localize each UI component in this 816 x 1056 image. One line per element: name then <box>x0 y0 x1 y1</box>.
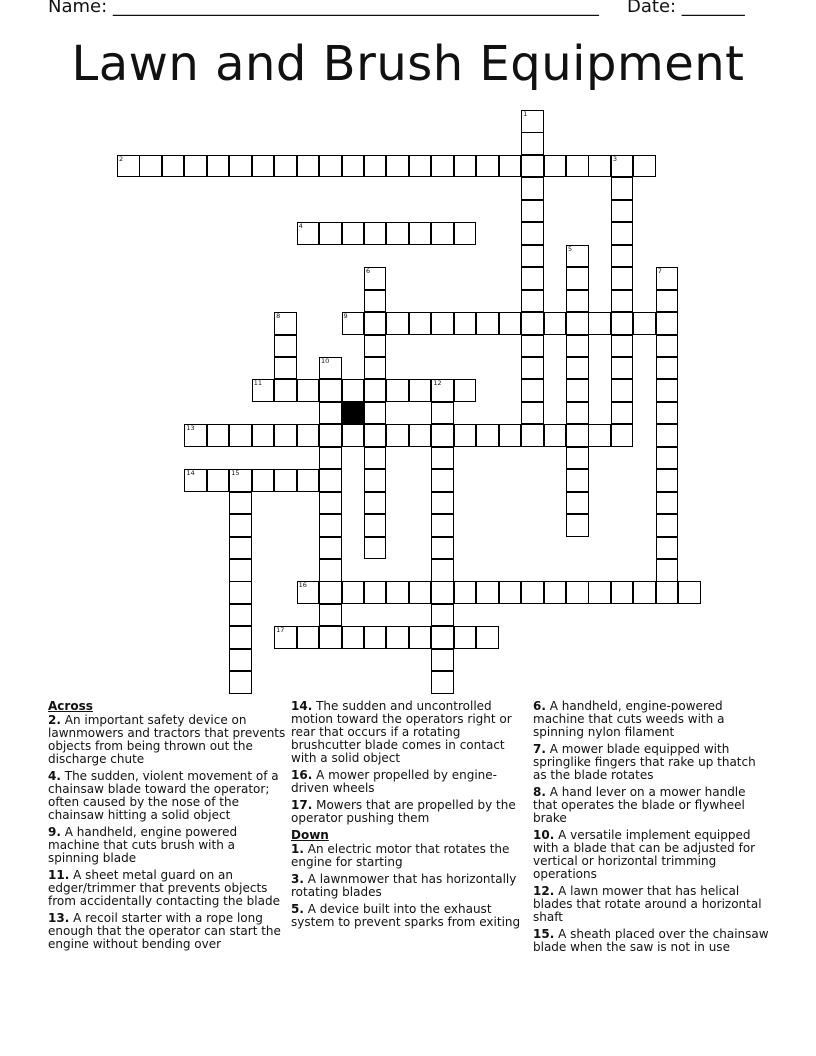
clue-text: A recoil starter with a rope long enough that the operator can start the engine without bending over <box>48 911 281 951</box>
grid-cell[interactable] <box>409 222 432 245</box>
grid-cell[interactable] <box>611 335 634 358</box>
grid-cell[interactable] <box>431 379 454 402</box>
grid-cell[interactable] <box>521 357 544 380</box>
grid-cell[interactable] <box>476 424 499 447</box>
clue-number: 11. <box>48 868 70 882</box>
clue-text: A lawnmower that has horizontally rotating blades <box>291 872 517 899</box>
grid-cell[interactable] <box>611 200 634 223</box>
clue-number: 7. <box>533 742 546 756</box>
grid-cell[interactable] <box>431 626 454 649</box>
grid-cell[interactable] <box>139 155 162 178</box>
grid-cell[interactable] <box>588 155 611 178</box>
grid-cell[interactable] <box>386 222 409 245</box>
grid-cell[interactable] <box>656 312 679 335</box>
grid-cell[interactable] <box>454 424 477 447</box>
grid-cell[interactable] <box>521 110 544 133</box>
grid-cell[interactable] <box>566 335 589 358</box>
grid-cell-number: 11 <box>253 379 262 388</box>
grid-cell[interactable] <box>342 155 365 178</box>
grid-cell[interactable] <box>431 222 454 245</box>
grid-cell[interactable] <box>454 155 477 178</box>
grid-cell-number: 14 <box>186 469 195 478</box>
grid-cell[interactable] <box>633 312 656 335</box>
grid-cell[interactable] <box>521 335 544 358</box>
grid-cell[interactable] <box>364 290 387 313</box>
grid-cell[interactable] <box>409 379 432 402</box>
grid-cell[interactable] <box>364 447 387 470</box>
grid-cell[interactable] <box>454 312 477 335</box>
grid-cell[interactable] <box>431 424 454 447</box>
grid-cell[interactable] <box>229 537 252 560</box>
grid-cell[interactable] <box>566 492 589 515</box>
grid-cell[interactable] <box>364 379 387 402</box>
grid-cell[interactable] <box>521 379 544 402</box>
grid-cell[interactable] <box>544 155 567 178</box>
clue-number: 5. <box>291 902 304 916</box>
grid-cell[interactable] <box>431 155 454 178</box>
clue-number: 17. <box>291 798 313 812</box>
grid-cell[interactable] <box>319 424 342 447</box>
grid-cell-number: 15 <box>231 469 240 478</box>
grid-cell[interactable] <box>386 626 409 649</box>
grid-cell[interactable] <box>297 379 320 402</box>
clue-down-3 <box>291 873 531 899</box>
grid-cell[interactable] <box>566 424 589 447</box>
clue-across-4 <box>48 770 288 822</box>
grid-cell[interactable] <box>611 155 634 178</box>
grid-cell[interactable] <box>319 447 342 470</box>
clue-number: 13. <box>48 911 70 925</box>
grid-cell[interactable] <box>431 537 454 560</box>
grid-cell-number: 4 <box>298 222 303 231</box>
grid-cell[interactable] <box>521 245 544 268</box>
grid-cell[interactable] <box>319 626 342 649</box>
grid-cell[interactable] <box>207 469 230 492</box>
grid-cell[interactable] <box>319 222 342 245</box>
grid-cell[interactable] <box>611 267 634 290</box>
grid-cell[interactable] <box>566 447 589 470</box>
grid-cell[interactable] <box>364 222 387 245</box>
clue-across-2 <box>48 714 288 766</box>
grid-cell[interactable] <box>656 469 679 492</box>
grid-cell[interactable] <box>386 155 409 178</box>
grid-cell[interactable] <box>431 514 454 537</box>
grid-cell[interactable] <box>611 222 634 245</box>
grid-cell[interactable] <box>364 335 387 358</box>
grid-cell[interactable] <box>364 312 387 335</box>
grid-cell[interactable] <box>454 581 477 604</box>
clue-down-12 <box>533 885 773 924</box>
grid-cell[interactable] <box>319 492 342 515</box>
grid-cell[interactable] <box>297 469 320 492</box>
grid-cell[interactable] <box>476 312 499 335</box>
grid-cell[interactable] <box>409 626 432 649</box>
grid-cell[interactable] <box>566 357 589 380</box>
grid-cell[interactable] <box>656 581 679 604</box>
grid-cell[interactable] <box>431 447 454 470</box>
grid-cell[interactable] <box>656 402 679 425</box>
grid-cell[interactable] <box>588 424 611 447</box>
grid-cell[interactable] <box>364 581 387 604</box>
grid-cell-number: 7 <box>657 267 662 276</box>
grid-cell-number: 16 <box>298 581 307 590</box>
grid-cell[interactable] <box>229 469 252 492</box>
grid-cell[interactable] <box>656 492 679 515</box>
clue-number: 4. <box>48 769 61 783</box>
grid-cell[interactable] <box>364 424 387 447</box>
grid-cell[interactable] <box>229 604 252 627</box>
grid-cell[interactable] <box>476 581 499 604</box>
grid-cell[interactable] <box>431 312 454 335</box>
grid-cell-number: 3 <box>612 154 618 163</box>
clue-number: 14. <box>291 699 313 713</box>
clue-down-7 <box>533 743 773 782</box>
grid-cell[interactable] <box>274 155 297 178</box>
grid-cell[interactable] <box>566 402 589 425</box>
clue-number: 1. <box>291 842 304 856</box>
clue-text: A versatile implement equipped with a blade that can be adjusted for vertical or horizontal trimming operations <box>533 828 756 881</box>
grid-cell[interactable] <box>566 155 589 178</box>
grid-cell-number: 10 <box>321 356 330 365</box>
grid-cell[interactable] <box>319 357 342 380</box>
grid-cell-number: 6 <box>365 267 371 276</box>
grid-cell[interactable] <box>229 155 252 178</box>
clue-across-13 <box>48 912 288 951</box>
grid-cell[interactable] <box>431 649 454 672</box>
grid-block <box>342 402 365 425</box>
grid-cell[interactable] <box>319 155 342 178</box>
grid-cell[interactable] <box>611 379 634 402</box>
clue-across-11 <box>48 869 288 908</box>
grid-cell[interactable] <box>342 581 365 604</box>
clue-across-14 <box>291 700 531 765</box>
clue-text: An important safety device on lawnmowers and tractors that prevents objects from being thrown out the discharge chute <box>48 713 286 766</box>
clue-text: A handheld, engine powered machine that cuts brush with a spinning blade <box>48 825 238 865</box>
clue-number: 8. <box>533 785 546 799</box>
grid-cell[interactable] <box>409 312 432 335</box>
grid-cell[interactable] <box>611 312 634 335</box>
clue-down-1 <box>291 843 531 869</box>
grid-cell[interactable] <box>229 559 252 582</box>
grid-cell[interactable] <box>656 514 679 537</box>
grid-cell[interactable] <box>521 177 544 200</box>
grid-cell[interactable] <box>319 559 342 582</box>
grid-cell[interactable] <box>342 379 365 402</box>
grid-cell[interactable] <box>521 222 544 245</box>
grid-cell[interactable] <box>588 312 611 335</box>
grid-cell[interactable] <box>431 671 454 694</box>
grid-cell[interactable] <box>319 402 342 425</box>
grid-cell[interactable] <box>252 155 275 178</box>
grid-cell[interactable] <box>521 267 544 290</box>
clues-column-1 <box>48 700 288 955</box>
clue-down-6 <box>533 700 773 739</box>
grid-cell[interactable] <box>364 514 387 537</box>
grid-cell[interactable] <box>656 537 679 560</box>
clue-number: 6. <box>533 699 546 713</box>
grid-cell[interactable] <box>319 537 342 560</box>
grid-cell[interactable] <box>386 379 409 402</box>
grid-cell[interactable] <box>184 469 207 492</box>
grid-cell[interactable] <box>566 514 589 537</box>
grid-cell[interactable] <box>611 581 634 604</box>
grid-cell[interactable] <box>633 581 656 604</box>
grid-cell[interactable] <box>342 222 365 245</box>
grid-cell[interactable] <box>566 267 589 290</box>
grid-cell[interactable] <box>476 626 499 649</box>
grid-cell[interactable] <box>319 514 342 537</box>
grid-cell[interactable] <box>364 402 387 425</box>
grid-cell[interactable] <box>521 155 544 178</box>
grid-cell[interactable] <box>229 671 252 694</box>
grid-cell[interactable] <box>678 581 701 604</box>
grid-cell[interactable] <box>364 492 387 515</box>
grid-cell[interactable] <box>521 290 544 313</box>
grid-cell[interactable] <box>207 424 230 447</box>
grid-cell[interactable] <box>274 626 297 649</box>
date-field-label[interactable]: Date: _______ <box>627 0 745 17</box>
grid-cell[interactable] <box>521 424 544 447</box>
grid-cell[interactable] <box>229 492 252 515</box>
grid-cell[interactable] <box>252 424 275 447</box>
grid-cell[interactable] <box>274 312 297 335</box>
clue-number: 16. <box>291 768 313 782</box>
name-field-label[interactable]: Name: ______________________________________________________ <box>48 0 599 17</box>
clue-number: 15. <box>533 927 555 941</box>
grid-cell[interactable] <box>364 357 387 380</box>
grid-cell[interactable] <box>521 402 544 425</box>
grid-cell[interactable] <box>364 155 387 178</box>
clue-text: A mower propelled by engine-driven wheels <box>291 768 497 795</box>
grid-cell[interactable] <box>364 469 387 492</box>
grid-cell[interactable] <box>252 379 275 402</box>
grid-cell[interactable] <box>297 626 320 649</box>
grid-cell[interactable] <box>431 492 454 515</box>
clue-text: A lawn mower that has helical blades that rotate around a horizontal shaft <box>533 884 762 924</box>
clue-number: 12. <box>533 884 555 898</box>
grid-cell[interactable] <box>386 581 409 604</box>
clue-number: 10. <box>533 828 555 842</box>
grid-cell-number: 17 <box>276 626 285 635</box>
grid-cell[interactable] <box>611 424 634 447</box>
clue-number: 9. <box>48 825 61 839</box>
grid-cell-number: 8 <box>276 312 281 321</box>
grid-cell[interactable] <box>274 379 297 402</box>
clues-column-2 <box>291 700 531 933</box>
grid-cell[interactable] <box>431 469 454 492</box>
clue-number: 3. <box>291 872 304 886</box>
grid-cell[interactable] <box>544 424 567 447</box>
grid-cell[interactable] <box>521 581 544 604</box>
grid-cell-number: 12 <box>433 379 442 388</box>
grid-cell[interactable] <box>521 132 544 155</box>
grid-cell[interactable] <box>656 424 679 447</box>
grid-cell[interactable] <box>431 559 454 582</box>
grid-cell-number: 1 <box>523 110 528 118</box>
grid-cell[interactable] <box>633 155 656 178</box>
grid-cell[interactable] <box>117 155 140 178</box>
clue-number: 2. <box>48 713 61 727</box>
grid-cell[interactable] <box>656 357 679 380</box>
grid-cell[interactable] <box>409 155 432 178</box>
across-heading: Across <box>48 699 93 713</box>
grid-cell[interactable] <box>386 312 409 335</box>
clue-text: The sudden and uncontrolled motion toward the operators right or rear that occurs if a rotating brushcutter blade comes in contact with a solid object <box>291 699 512 765</box>
grid-cell[interactable] <box>566 379 589 402</box>
grid-cell[interactable] <box>611 245 634 268</box>
grid-cell[interactable] <box>274 469 297 492</box>
grid-cell[interactable] <box>409 424 432 447</box>
grid-cell[interactable] <box>499 312 522 335</box>
grid-cell[interactable] <box>297 222 320 245</box>
grid-cell[interactable] <box>364 537 387 560</box>
page-title: Lawn and Brush Equipment <box>71 36 745 92</box>
grid-cell[interactable] <box>184 424 207 447</box>
clue-text: A device built into the exhaust system to prevent sparks from exiting <box>291 902 521 929</box>
grid-cell[interactable] <box>499 424 522 447</box>
clue-text: Mowers that are propelled by the operator pushing them <box>291 798 516 825</box>
clue-down-8 <box>533 786 773 825</box>
grid-cell[interactable] <box>611 290 634 313</box>
grid-cell[interactable] <box>566 469 589 492</box>
grid-cell[interactable] <box>431 581 454 604</box>
grid-cell[interactable] <box>229 514 252 537</box>
grid-cell[interactable] <box>364 626 387 649</box>
grid-cell[interactable] <box>252 469 275 492</box>
clue-text: A sheet metal guard on an edger/trimmer that prevents objects from accidentally contacting the blade <box>48 868 280 908</box>
grid-cell-number: 13 <box>186 424 195 433</box>
grid-cell[interactable] <box>566 245 589 268</box>
grid-cell[interactable] <box>656 447 679 470</box>
grid-cell[interactable] <box>611 357 634 380</box>
grid-cell[interactable] <box>207 155 230 178</box>
clue-text: A mower blade equipped with springlike fingers that rake up thatch as the blade rotates <box>533 742 756 782</box>
grid-cell[interactable] <box>297 155 320 178</box>
grid-cell[interactable] <box>431 402 454 425</box>
clue-down-5 <box>291 903 531 929</box>
grid-cell[interactable] <box>229 649 252 672</box>
clue-down-15 <box>533 928 773 954</box>
grid-cell[interactable] <box>454 626 477 649</box>
grid-cell[interactable] <box>544 581 567 604</box>
grid-cell[interactable] <box>342 424 365 447</box>
grid-cell-number: 9 <box>343 312 348 321</box>
grid-cell[interactable] <box>656 559 679 582</box>
grid-cell[interactable] <box>319 469 342 492</box>
grid-cell[interactable] <box>566 581 589 604</box>
grid-cell[interactable] <box>656 267 679 290</box>
grid-cell[interactable] <box>611 402 634 425</box>
grid-cell[interactable] <box>229 581 252 604</box>
grid-cell[interactable] <box>476 155 499 178</box>
clue-text: The sudden, violent movement of a chainsaw blade toward the operator; often caused by the nose of the chainsaw hitting a solid object <box>48 769 279 822</box>
grid-cell[interactable] <box>409 581 432 604</box>
grid-cell[interactable] <box>386 424 409 447</box>
grid-cell[interactable] <box>656 379 679 402</box>
clue-across-17 <box>291 799 531 825</box>
grid-cell[interactable] <box>544 312 567 335</box>
clue-text: A sheath placed over the chainsaw blade when the saw is not in use <box>533 927 769 954</box>
clue-text: A handheld, engine-powered machine that cuts weeds with a spinning nylon filament <box>533 699 725 739</box>
grid-cell[interactable] <box>319 379 342 402</box>
grid-cell[interactable] <box>499 581 522 604</box>
grid-cell[interactable] <box>297 581 320 604</box>
grid-cell[interactable] <box>364 267 387 290</box>
grid-cell[interactable] <box>499 155 522 178</box>
grid-cell[interactable] <box>454 222 477 245</box>
grid-cell[interactable] <box>319 604 342 627</box>
clue-text: A hand lever on a mower handle that operates the blade or flywheel brake <box>533 785 746 825</box>
clue-down-10 <box>533 829 773 881</box>
grid-cell[interactable] <box>319 581 342 604</box>
grid-cell[interactable] <box>297 424 320 447</box>
grid-cell[interactable] <box>656 335 679 358</box>
grid-cell[interactable] <box>431 604 454 627</box>
grid-cell[interactable] <box>611 177 634 200</box>
grid-cell-number: 2 <box>119 154 124 163</box>
grid-cell[interactable] <box>521 312 544 335</box>
grid-cell-number: 5 <box>568 244 573 253</box>
grid-cell[interactable] <box>588 581 611 604</box>
grid-cell[interactable] <box>274 357 297 380</box>
down-heading: Down <box>291 828 329 842</box>
grid-cell[interactable] <box>342 312 365 335</box>
grid-cell[interactable] <box>162 155 185 178</box>
grid-cell[interactable] <box>656 290 679 313</box>
grid-cell[interactable] <box>342 626 365 649</box>
grid-cell[interactable] <box>184 155 207 178</box>
clues-column-3 <box>533 700 773 958</box>
clue-across-16 <box>291 769 531 795</box>
grid-cell[interactable] <box>229 424 252 447</box>
grid-cell[interactable] <box>274 335 297 358</box>
grid-cell[interactable] <box>229 626 252 649</box>
grid-cell[interactable] <box>566 312 589 335</box>
grid-cell[interactable] <box>566 290 589 313</box>
grid-cell[interactable] <box>274 424 297 447</box>
clue-across-9 <box>48 826 288 865</box>
grid-cell[interactable] <box>521 200 544 223</box>
clue-text: An electric motor that rotates the engine for starting <box>291 842 510 869</box>
grid-cell[interactable] <box>454 379 477 402</box>
